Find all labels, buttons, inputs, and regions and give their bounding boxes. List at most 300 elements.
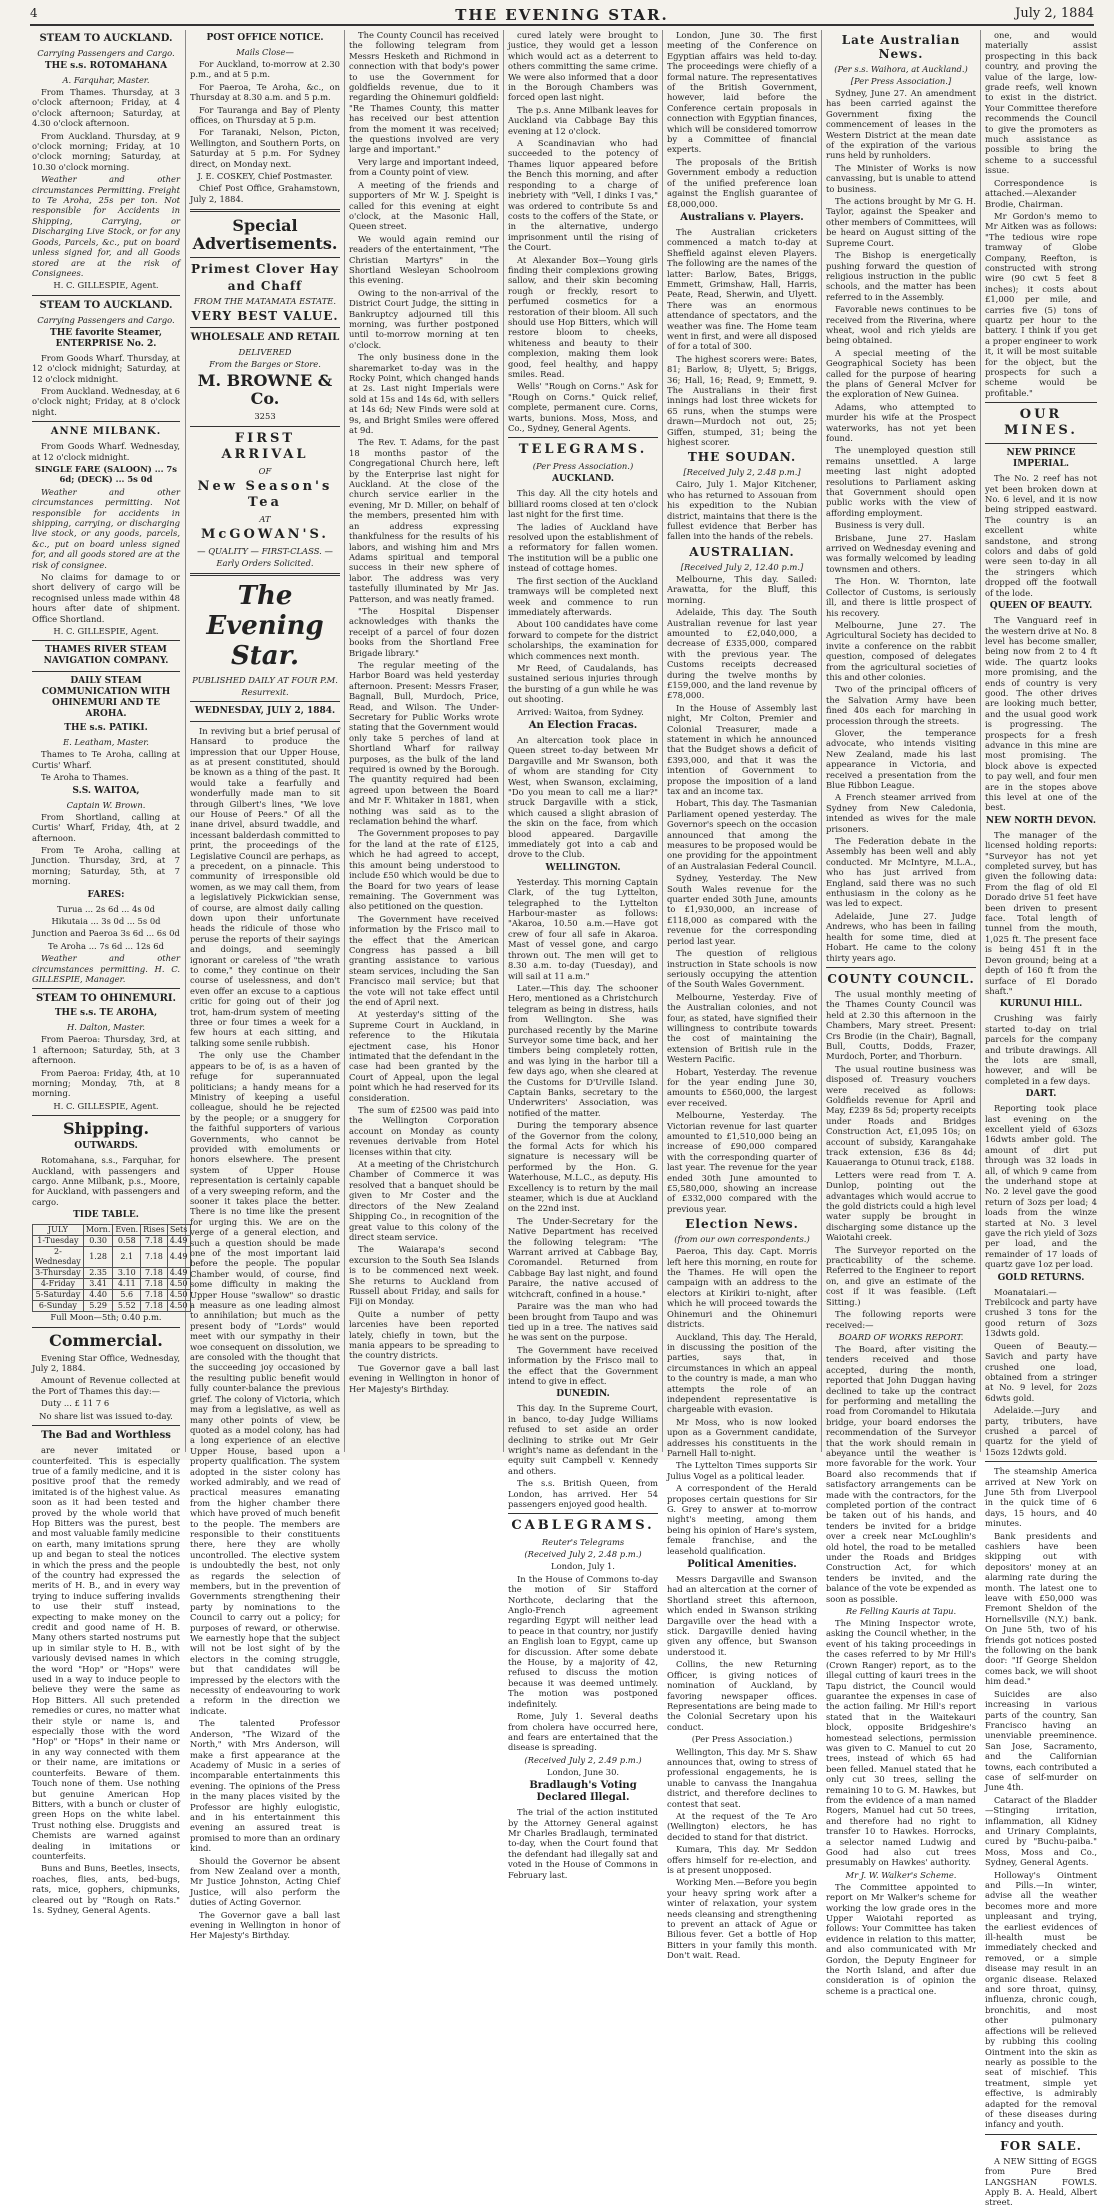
ship-name: S.S. WAITOA,: [72, 785, 140, 796]
column-divider: [344, 30, 345, 1452]
paragraph: Weather and other circumstances Permitting. Freight to Te Aroha, 25s per ton. Not responsible for Accidents in Shipping, Carrying, or Discharging Live Stock, or for any Goods, Parcels, &c., put on board unless signed for, and all Goods stored are at the risk of Consignees.: [32, 174, 180, 278]
paragraph: The Rev. T. Adams, for the past 18 months pastor of the Congregational Church here, left by the Enterprise last night for Auckland. At the close of the church service earlier in the evening, Mr D. Miller, on behalf of the members, presented him with an address expressing thankfulness for the results of his labors, and wishing him and Mrs Adams spiritual and temporal success in their new sphere of labor. The address was very tastefully illuminated by Mr Jas. Patterson, and was neatly framed.: [349, 437, 499, 604]
divider: [985, 443, 1097, 444]
table-cell: 5.52: [113, 1301, 141, 1312]
table-cell: 5.29: [83, 1301, 113, 1312]
paragraph: A correspondent of the Herald proposes certain questions for Sir G. Grey to answer at to-morrow night's meeting, among them being his opinion of Hare's system, female franchise, and the leasehold qualification.: [667, 1483, 817, 1556]
subheading: Carrying Passengers and Cargo.: [37, 48, 175, 58]
heading: STEAM TO OHINEMURI.: [35, 993, 177, 1005]
paragraph: Favorable news continues to be received from the Riverina, where wheat, wool and rich yields are being obtained.: [826, 304, 976, 346]
divider: [32, 1115, 180, 1116]
tide-heading: TIDE TABLE.: [73, 1210, 139, 1221]
paragraph: Cataract of the Bladder—Stinging irritation, inflammation, all Kidney and Urinary Complaints, cured by "Buchu-paiba." Moss, Moss and Co., Sydney, General Agents.: [985, 1794, 1097, 1868]
heading: ANNE MILBANK.: [50, 426, 162, 438]
subheading: Reuter's Telegrams: [541, 1537, 625, 1548]
table-row: [33, 1236, 191, 1247]
paragraph: The Vanguard reef in the western drive at No. 8 level has become smaller, being now from 2 to 4 ft wide. The quartz looks more promising, and the ends of country is very good. The other drives are looking much better, and the usual good work is progressing. The prospects for a fresh advance in this mine are most promising. The block above is expected to pay well, and four men are in the stopes above this level at one of the best.: [985, 615, 1097, 813]
divider: [32, 421, 180, 422]
paragraph: Sydney, June 27. An amendment has been carried against the Government fixing the commencement of leases in the Western District at the mean date of the expiration of the various runs held by runholders.: [826, 88, 976, 161]
table-cell: 2.35: [83, 1268, 113, 1279]
heading: The Bad and Worthless: [41, 1430, 171, 1442]
divider: [32, 1425, 180, 1426]
paragraph: Owing to the non-arrival of the District Court Judge, the sitting in Bankruptcy adjourned till this morning, was further postponed until to-morrow morning at ten o'clock.: [349, 287, 499, 350]
paragraph: Should the Governor be absent from New Zealand over a month, Mr Justice Johnston, Acting Chief Justice, will also perform the duties of Acting Governor.: [190, 1855, 340, 1908]
paragraph: Chief Post Office, Grahamstown, July 2, 1884.: [190, 183, 340, 204]
table-cell: 4.50: [167, 1301, 190, 1312]
paragraph: The Minister of Works is now canvassing, but is unable to attend to business.: [826, 162, 976, 194]
ad-line: — QUALITY — FIRST-CLASS. —: [197, 545, 333, 556]
paragraph: The Board, after visiting the tenders received and those accepted, during the month, reported that John Duggan having declined to take up the contract for performing and metalling the road from Coromandel to Hikutaia bridge, your board endorses the recommendation of the Surveyor that the work should remain in abeyance until the weather is more favorable for the work. Your Board also recommends that if satisfactory arrangements can be made with the contractors, for the completed portion of the contract be taken out of his hands, and tenders be invited for a bridge over a creek near McLoughlin's old hotel, the road to be metalled under the Roads and Bridges Construction Act, for which tenders be invited, and the balance of the vote be expended as soon as possible.: [826, 1343, 976, 1604]
paragraph: We would again remind our readers of the entertainment, "The Christian Martyrs" in the Shortland Wesleyan Schoolroom this evening.: [349, 233, 499, 286]
page-number: 4: [30, 6, 38, 20]
paragraph: The Committee appointed to report on Mr Walker's scheme for working the low grade ores in the Upper Waiotahi reported as follows: Your Committee has taken evidence in relation to this matter, and also communicated with Mr Gordon, the Deputy Engineer for the North Island, and after due consideration is of opinion the scheme is a practical one.: [826, 1881, 976, 1996]
paragraph: Collins, the new Returning Officer, is giving notices of nomination of Auckland, by favoring newspaper offices. Representations are being made to the Colonial Secretary upon his conduct.: [667, 1659, 817, 1732]
signature: J. E. COSKEY, Chief Postmaster.: [197, 171, 333, 182]
paragraph: No claims for damage to or short delivery of cargo will be recognised unless made within 48 hours after date of shipment. Office Shortland.: [32, 572, 180, 624]
paragraph: Very large and important indeed, from a County point of view.: [349, 156, 499, 178]
section-title: Shipping.: [62, 1119, 150, 1139]
ad-line: AT: [259, 513, 271, 524]
divider: [190, 721, 340, 722]
subheading: Resurrexit.: [241, 686, 289, 697]
divider: [508, 437, 658, 438]
ad-number: 3253: [254, 411, 276, 422]
ad-line: WHOLESALE AND RETAIL: [190, 332, 340, 344]
table-cell: 0.30: [83, 1236, 113, 1247]
dateline: London, June 30.: [546, 1766, 620, 1777]
column-advertisements: [190, 30, 340, 1941]
paragraph: The trial of the action instituted by the Attorney General against Mr Charles Bradlaugh, terminated to-day, when the Court found that the defendant had illegally sat and voted in the House of Commons in February last.: [508, 1807, 658, 1880]
ad-line: OF: [258, 465, 272, 476]
paragraph: The Under-Secretary for the Native Department has received the following telegram: "The Warrant arrived at Cabbage Bay, Coromandel. Returned from Cabbage Bay last night, and found Paraire, the native accused of witchcraft, confined in a house.": [508, 1215, 658, 1299]
table-cell: 4-Friday: [33, 1279, 84, 1290]
fare: SINGLE FARE (SALOON) ... 7s 6d; (DECK) ... 5s 0d: [35, 463, 177, 485]
paragraph: The only business done in the sharemarket to-day was in the Rocky Point, which changed hands at 2s. Last night Imperials were sold at 15s and 14s 6d, with sellers at 14s 6d; New Finds were sold at 9s, and Bright Smiles were offered at 9d.: [349, 352, 499, 436]
paragraph: The proposals of the British Government embody a reduction of the unified preference loan against the English guarantee of £8,000,000.: [667, 156, 817, 209]
paragraph: Arrived: Waitoa, from Sydney.: [517, 706, 644, 717]
paragraph: Messrs Dargaville and Swanson had an altercation at the corner of Shortland street this afternoon, which ended in Swanson striking Dargaville over the head with a stick. Dargaville denied having given any offence, but Swanson understood it.: [667, 1574, 817, 1657]
ad-line: McGOWAN'S.: [201, 526, 329, 542]
table-cell: 5.6: [113, 1290, 141, 1301]
table-cell: 2-Wednesday: [33, 1247, 84, 1268]
mine-name: NEW PRINCE IMPERIAL.: [1006, 448, 1076, 470]
mine-name: QUEEN OF BEAUTY.: [989, 601, 1093, 612]
master: H. Dalton, Master.: [66, 1022, 146, 1033]
signature: H. C. GILLESPIE, Agent.: [53, 1100, 159, 1111]
paragraph: Suicides are also increasing in various parts of the country, San Francisco having an unenviable preeminence. San Jose, Sacramento, and the Californian towns, each contributed a case of self-murder on June 4th.: [985, 1688, 1097, 1793]
paragraph: Brisbane, June 27. Haslam arrived on Wednesday evening and was formally welcomed by leading townsmen and others.: [826, 532, 976, 574]
paragraph: This day. In the Supreme Court, in banco, to-day Judge Williams refused to set aside an order declining to strike out Mr Geir wright's name as defendant in the equity suit Campbell v. Kennedy and others.: [508, 1403, 658, 1476]
masthead: [30, 6, 1094, 26]
paragraph: The Lyttelton Times supports Sir Julius Vogel as a political leader.: [667, 1460, 817, 1481]
paragraph: For Tauranga and Bay of Plenty offices, on Thursday at 5 p.m.: [190, 104, 340, 126]
ad-line: DELIVERED: [238, 347, 292, 358]
section-title: THE SOUDAN.: [687, 450, 797, 465]
paragraph: Reporting took place last evening on the excellent yield of 63ozs 16dwts amber gold. The amount of dirt put through was 32 loads in all, of which 9 came from the underhand stope at No. 2 level gave the good return of 3ozs per load; 4 loads from the winze started at No. 3 level gave the rich yield of 3ozs per load, and the remainder of 17 loads of quartz gave 1oz per load.: [985, 1103, 1097, 1270]
paragraph: The first section of the Auckland tramways will be completed next week and commence to run immediately afterwards.: [508, 575, 658, 617]
paragraph: The s.s. British Queen, from London, has arrived. Her 54 passengers enjoyed good health.: [508, 1478, 658, 1509]
paragraph: Duty ... £ 11 7 6: [41, 1398, 110, 1409]
divider: [32, 671, 180, 672]
ad-line: and Chaff: [227, 279, 303, 294]
master: Captain W. Brown.: [66, 799, 146, 810]
paragraph: Melbourne, June 27. The Agricultural Society has decided to invite a conference on the rabbit question, composed of delegates from the agricultural societies of this and other colonies.: [826, 619, 976, 682]
paragraph: Wellington, This day. Mr S. Shaw announces that, owing to stress of professional engagements, he is unable to canvass the Inangahua district, and therefore declines to contest that seat.: [667, 1746, 817, 1809]
paragraph: Paeroa, This day. Capt. Morris left here this morning, en route for the Thames. He will open the campaign with an address to the electors at Kirikiri to-night, after which he will proceed towards the Ohinemuri and the Ohinemuri districts.: [667, 1246, 817, 1330]
paragraph: Adelaide.—Jury and party, tributers, have crushed a parcel of quartz for the yield of 15ozs 12dwts gold.: [985, 1405, 1097, 1457]
paragraph: Hobart, This day. The Tasmanian Parliament opened yesterday. The Governor's speech on the occasion announced that among the measures to be proposed would be one providing for the appointment of an Australasian Federal Council.: [667, 798, 817, 871]
table-cell: 4.40: [83, 1290, 113, 1301]
paragraph: About 100 candidates have come forward to compete for the district scholarships, the examination for which commences next month.: [508, 619, 658, 661]
tide-table: [32, 1224, 191, 1312]
paragraph: "The Hospital Dispenser acknowledges with thanks the receipt of a parcel of four dozen books from the Shortland Free Brigade library.": [349, 605, 499, 658]
paragraph: Wells' "Rough on Corns." Ask for "Rough on Corns." Quick relief, complete, permanent cure. Corns, warts, bunions. Moss, Moss, and Co., Sydney, General Agents.: [508, 381, 658, 434]
table-cell: 3-Thursday: [33, 1268, 84, 1279]
paragraph: The talented Professor Anderson, "The Wizard of the North," with Mrs Anderson, will make a first appearance at the Academy of Music in a series of incomparable entertainments this evening. The opinions of the Press in the many places visited by the Professor are highly eulogistic, and in his entertainment this evening an assured treat is promised to more than an ordinary kind.: [190, 1718, 340, 1854]
divider: [190, 701, 340, 702]
table-cell: Morn.: [83, 1225, 113, 1236]
paragraph: Amount of Revenue collected at the Port of Thames this day:—: [32, 1375, 180, 1396]
paragraph: Kumara, This day. Mr Seddon offers himself for re-election, and is at present unopposed.: [667, 1844, 817, 1875]
paragraph: The Government proposes to pay for the land at the rate of £125, which he had agreed to accept, this amount being understood to include £50 which would be due to the Board for two years of lease remaining. The Government was also petitioned on the question.: [349, 828, 499, 912]
subheading: (Received July 2, 2.49 p.m.): [524, 1754, 642, 1765]
table-cell: 4.49: [167, 1247, 190, 1268]
paragraph: The question of religious instruction in State schools is now seriously occupying the attention of the South Wales Government.: [667, 948, 817, 990]
column-divider: [980, 30, 981, 1452]
divider: [508, 1513, 658, 1514]
paragraph: Two of the principal officers of the Salvation Army have been fined 40s each for marching in procession through the streets.: [826, 684, 976, 726]
signature: H. C. GILLESPIE, Agent.: [53, 280, 159, 291]
heading: Political Amenities.: [687, 1559, 797, 1571]
ad-line: VERY BEST VALUE.: [191, 309, 339, 324]
paragraph: The Federation debate in the Assembly has been well and ably conducted. Mr McIntyre, M.L.A., who has just arrived from England, said there was no such enthusiasm in the colony as he was led to expect.: [826, 836, 976, 909]
mine-name: KURUNUI HILL.: [999, 999, 1083, 1010]
paragraph: Yesterday. This morning Captain Clark, of the tug Lyttelton, telegraphed to the Lyttelton Harbour-master as follows: "Akaroa, 10.50 a.m.—Have got crew of four all safe in Akaroa. Mast of vessel gone, and cargo thrown out. The men will get to 8.30 a.m. to-day (Tuesday), and will sail at 11 a.m.": [508, 876, 658, 981]
paragraph: The regular meeting of the Harbor Board was held yesterday afternoon. Present: Messrs Fraser, Bagnall, Bull, Murdoch, Price, Read, and Wilson. The Under-Secretary for Public Works wrote stating that the Government would only take 5 perches of land at Shortland Wharf for railway purposes, as the bulk of the land required is owned by the Borough. The quantity required had been agreed upon between the Board and Mr F. Whitaker in 1881, when nothing was said as to the reclamation behind the wharf.: [349, 659, 499, 827]
ship-name: THE s.s. TE AROHA,: [54, 1008, 158, 1019]
column-divider: [821, 30, 822, 1452]
divider: [985, 2134, 1097, 2135]
divider: [985, 1461, 1097, 1462]
paragraph: Thames to Te Aroha, calling at Curtis' Wharf.: [32, 749, 180, 770]
paragraph: During the temporary absence of the Governor from the colony, the formal Acts for which his signature is necessary will be performed by the Hon. G. Waterhouse, M.L.C., as deputy. His Excellency is to return by the mail steamer, which is due at Auckland on the 22nd inst.: [508, 1120, 658, 1214]
paragraph: The highest scorers were: Bates, 81; Barlow, 8; Ulyett, 5; Briggs, 36; Hall, 16; Read, 9; Emmett, 9. The Australians in their first innings had lost three wickets for 65 runs, when the stumps were drawn—Murdoch not out, 25; Giffen, stumped, 31; being the highest scorer.: [667, 353, 817, 448]
subheading: Mr J. W. Walker's Scheme.: [845, 1869, 957, 1880]
ad-line: Early Orders Solicited.: [216, 557, 314, 568]
paragraph: are never imitated or counterfeited. This is especially true of a family medicine, and it is positive proof that the remedy imitated is of the highest value. As soon as it had been tested and proved by the whole world that Hop Bitters was the purest, best and most valuable family medicine on earth, many imitations sprung up and began to steal the notices in which the press and the people of the country had expressed the merits of H. B., and in every way trying to induce suffering invalids to use their stuff instead, expecting to make money on the credit and good name of H. B. Many others started nostrums put up in similar style to H. B., with variously devised names in which the word "Hop" or "Hops" were used in a way to induce people to believe they were the same as Hop Bitters. All such pretended remedies or cures, no matter what their style or name is, and especially those with the word "Hop" or "Hops" in their name or in any way connected with them or their name, are imitations or counterfeits. Beware of them. Touch none of them. Use nothing but genuine American Hop Bitters, with a bunch or cluster of green Hops on the white label. Trust nothing else. Druggists and Chemists are warned against dealing in imitations or counterfeits.: [32, 1445, 180, 1861]
paragraph: Correspondence is attached.—Alexander Brodie, Chairman.: [985, 177, 1097, 209]
paragraph: In the House of Assembly last night, Mr Colton, Premier and Colonial Treasurer, made a statement in which he announced that the Budget shows a deficit of £393,000, and that it was the intention of Government to propose the imposition of a land tax and an income tax.: [667, 702, 817, 796]
paragraph: Queen of Beauty.—Savich and party have crushed one load, obtained from a stringer at No. 9 level, for 2ozs 6dwts gold.: [985, 1340, 1097, 1403]
subheading: BOARD OF WORKS REPORT.: [838, 1331, 964, 1342]
paragraph: For Taranaki, Nelson, Picton, Wellington, and Southern Ports, on Saturday at 5 p.m. For Sydney direct, on Monday next.: [190, 127, 340, 169]
paragraph: At a meeting of the Christchurch Chamber of Commerce it was resolved that a banquet should be given to Mr Coster and the directors of the New Zealand Shipping Co., in recognition of the great value to this colony of the direct steam service.: [349, 1159, 499, 1242]
paragraph: one, and would materially assist prospecting in this back country, and proving the value of the large, low-grade reefs, well known to exist in the district. Your Committee therefore recommends the Council to give the promoters as much assistance as possible to bring the scheme to a successful issue.: [985, 30, 1097, 176]
fares-heading: FARES:: [87, 889, 125, 900]
table-cell: 5-Saturday: [33, 1290, 84, 1301]
paragraph: A meeting of the friends and supporters of Mr W. J. Speight is called for this evening at eight o'clock, at the Masonic Hall, Queen street.: [349, 179, 499, 232]
paragraph: The Mining Inspector wrote, asking the Council whether, in the event of his taking proceedings in the cases referred to by Mr Hill's (Crown Ranger) report, as to the illegal cutting of kauri trees in the Tapu district, the Council would guarantee the expenses in case of the action failing. Mr Hill's report stated that in the Waitekauri block, opposite Bridgeshire's homestead selections, permission was given to C. Manuel to cut 20 trees, instead of which 65 had been felled. Manuel stated that he only cut 30 trees, selling the remaining 10 to G. M. Hawkes, but from the evidence of a man named Rogers, Manuel had cut 50 trees, and therefore had no right to transfer 10 to Hawkes. Horrocks, a selector named Ludwig and Good had also cut trees presumably on Hawkes' authority.: [826, 1618, 976, 1868]
paragraph: Glover, the temperance advocate, who intends visiting New Zealand, made his last appearance in Victoria, and received a presentation from the Blue Ribbon League.: [826, 727, 976, 790]
dateline: DUNEDIN.: [556, 1389, 610, 1400]
dateline: WEDNESDAY, JULY 2, 1884.: [194, 705, 336, 716]
divider: [190, 257, 340, 258]
column-shipping: [32, 30, 188, 1915]
section-title: FOR SALE.: [1000, 2138, 1082, 2153]
issue-date: July 2, 1884: [1015, 6, 1094, 21]
paragraph: The actions brought by Mr G. H. Taylor, against the Speaker and other members of Committees, will be heard on August sitting of the Supreme Court.: [826, 196, 976, 248]
fare-row: Te Aroha ... 7s 6d ... 12s 6d: [48, 940, 164, 951]
subheading: [Received July 2, 12.40 p.m.]: [680, 561, 804, 572]
fare-row: Hikutaia ... 3s 0d ... 5s 0d: [51, 915, 161, 926]
heading: POST OFFICE NOTICE.: [206, 33, 324, 43]
table-cell: 7.18: [141, 1236, 168, 1247]
table-cell: 4.50: [167, 1279, 190, 1290]
table-cell: 7.18: [141, 1301, 168, 1312]
paragraph: From Auckland. Thursday, at 9 o'clock morning; Friday, at 10 o'clock morning; Saturday, at 10.30 o'clock morning.: [32, 130, 180, 172]
newspaper-title: THE EVENING STAR.: [455, 6, 669, 24]
table-cell: 4.49: [167, 1268, 190, 1279]
paragraph: Te Aroha to Thames.: [41, 772, 129, 783]
newspaper-nameplate: The Evening Star.: [206, 580, 324, 671]
table-cell: 4.50: [167, 1290, 190, 1301]
paragraph: Letters were read from T. A. Dunlop, pointing out the advantages which would accrue to the gold districts could a high level water supply be brought in discharging some distance up the Waiotahi creek.: [826, 1169, 976, 1243]
table-cell: Sets: [167, 1225, 190, 1236]
subheading: (Per Press Association.): [691, 1734, 793, 1745]
dateline: AUCKLAND.: [552, 474, 614, 485]
column-local-news: [349, 30, 499, 1452]
divider: [32, 295, 180, 296]
heading: STEAM TO AUCKLAND.: [39, 33, 173, 44]
table-cell: 3.41: [83, 1279, 113, 1290]
subheading: Carrying Passengers and Cargo.: [37, 314, 175, 325]
paragraph: Paraire was the man who had been brought from Taupo and was tied up in a tree. The natives said he was sent on the purpose.: [508, 1301, 658, 1343]
heading: An Election Fracas.: [528, 719, 638, 731]
paragraph: The p.s. Anne Milbank leaves for Auckland via Cabbage Bay this evening at 12 o'clock.: [508, 104, 658, 136]
table-row: [33, 1290, 191, 1301]
paragraph: The ladies of Auckland have resolved upon the establishment of a reformatory for fallen women. The institution will be a public one instead of cottage homes.: [508, 521, 658, 574]
table-cell: Even.: [113, 1225, 141, 1236]
section-title: CABLEGRAMS.: [511, 1518, 655, 1534]
divider: [32, 988, 180, 989]
paragraph: The Surveyor reported on the practicability of the scheme. Referred to the Engineer to report on, and give an estimate of the cost if it was feasible. (Left Sitting.): [826, 1244, 976, 1307]
section-title: Commercial.: [49, 1330, 163, 1350]
paragraph: From Goods Wharf. Thursday, at 12 o'clock midnight; Saturday, at 12 o'clock midnight.: [32, 352, 180, 384]
subheading: [Received July 2, 2.48 p.m.]: [683, 467, 801, 478]
table-row: [33, 1268, 191, 1279]
table-cell: 4.11: [113, 1279, 141, 1290]
paragraph: Mr Reed, of Caudalands, has sustained serious injuries through the bursting of a gun while he was out shooting.: [508, 662, 658, 705]
paragraph: Melbourne, Yesterday. Five of the Australian colonies, and not four, as stated, have signified their willingness to contribute towards the cost of maintaining the extension of British rule in the Western Pacific.: [667, 991, 817, 1065]
column-telegrams: [508, 30, 658, 1880]
paragraph: The Government have received information by the Frisco mail to the effect that the American Congress has passed a bill granting assistance to various steam services, including the San Francisco mail service; but that the vote will not take effect until the end of April next.: [349, 913, 499, 1007]
paragraph: Cairo, July 1. Major Kitchener, who has returned to Assouan from his expedition to the Nubian district, maintains that there is the fullest evidence that Berber has fallen into the hands of the rebels.: [667, 479, 817, 542]
paragraph: The usual monthly meeting of the Thames County Council was held at 2.30 this afternoon in the Chambers, Mary street. Present: Crs Brodie (in the Chair), Bagnall, Bull, Coutts, Dodds, Frazer, Murdoch, Porter, and Thorburn.: [826, 988, 976, 1062]
paragraph: The Waiarapa's second excursion to the South Sea Islands is to be commenced next week. She returns to Auckland from Russell about Friday, and sails for Fiji on Monday.: [349, 1244, 499, 1307]
paragraph: Bank presidents and cashiers have been skipping out with depositors' money at an alarming rate during the month. The latest one to leave with £50,000 was Fremont Sheldon of the Hornellsville (N.Y.) bank. On June 5th, two of his friends got notices posted the following on the bank door: "If George Sheldon comes back, we will shoot him dead.": [985, 1530, 1097, 1687]
paragraph: The Hon. W. Thornton, late Collector of Customs, is seriously ill, and there is little prospect of his recovery.: [826, 576, 976, 618]
paragraph: Tue Governor gave a ball last evening in Wellington in honor of Her Majesty's Birthday.: [349, 1362, 499, 1394]
subheading: Mails Close—: [236, 47, 294, 57]
master: A. Farquhar, Master.: [62, 75, 150, 85]
paragraph: Mr Moss, who is now looked upon as a Government candidate, addresses his constituents in the Parnell Hall to-night.: [667, 1416, 817, 1458]
divider: [32, 640, 180, 641]
paragraph: At Alexander Box—Young girls finding their complexions growing sallow, and their skin becoming rough or freckly, resort to perfumed cosmetics for a restoration of their bloom. All such should use Hop Bitters, which will restore bloom to cheeks, whiteness and beauty to their complexion, making them look good, feel healthy, and happy smiles. Read.: [508, 254, 658, 379]
paragraph: For Paeroa, Te Aroha, &c., on Thursday at 8.30 a.m. and 5 p.m.: [190, 81, 340, 103]
section-title: AUSTRALIAN.: [689, 544, 795, 559]
paragraph: Hobart, Yesterday. The revenue for the year ending June 30, amounts to £560,000, the largest ever received.: [667, 1066, 817, 1108]
section-title: COUNTY COUNCIL.: [827, 971, 975, 986]
paragraph: Rome, July 1. Several deaths from cholera have occurred here, and fears are entertained that the disease is spreading.: [508, 1711, 658, 1753]
table-row: [33, 1301, 191, 1312]
paragraph: From Te Aroha, calling at Junction. Thursday, 3rd, at 7 morning; Saturday, 5th, at 7 morning.: [32, 844, 180, 887]
paragraph: At the request of the Te Aro (Wellington) electors, he has decided to stand for that district.: [667, 1810, 817, 1842]
subheading: (Received July 2, 2.48 p.m.): [524, 1549, 642, 1560]
paragraph: Later.—This day. The schooner Hero, mentioned as a Christchurch telegram as being in distress, hails from Wellington. She was purchased recently by the Marine Surveyor some time back, and her timbers being completely rotten, and was lying in the harbor till a few days ago, when she cleared at the Customs for D'Urville Island. Captain Banks, secretary to the Underwriters' Association, was notified of the matter.: [508, 982, 658, 1118]
paragraph: The unemployed question still remains unsettled. A large meeting last night adopted resolutions to Parliament asking that Government should open public works with the view of affording employment.: [826, 445, 976, 518]
paragraph: Rotomahana, s.s., Farquhar, for Auckland, with passengers and cargo. Anne Milbank, p.s., Moore, for Auckland, with passengers and cargo.: [32, 1155, 180, 1207]
fare-row: Turua ... 2s 6d ... 4s 0d: [57, 903, 155, 914]
divider: [190, 327, 340, 328]
column-cable-news: [667, 30, 817, 1961]
master: E. Leatham, Master.: [63, 737, 149, 748]
divider: [32, 1327, 180, 1328]
paragraph: From Paeroa: Thursday, 3rd, at 1 afternoon; Saturday, 5th, at 3 afternoon.: [32, 1034, 180, 1066]
ad-line: FROM THE MATAMATA ESTATE.: [193, 296, 337, 307]
paragraph: Weather and other circumstances permitting. Not responsible for accidents in shipping, carrying, or discharging live stock, or any goods, parcels, &c., put on board unless signed for, and all goods stored are at the risk of consignee.: [32, 486, 180, 570]
table-cell: Rises: [141, 1225, 168, 1236]
divider: [826, 967, 976, 968]
mine-name: DART.: [1025, 1089, 1057, 1100]
table-cell: 7.18: [141, 1247, 168, 1268]
heading: DAILY STEAM COMMUNICATION WITH OHINEMURI AND TE AROHA.: [41, 676, 171, 720]
paragraph: Adelaide, This day. The South Australian revenue for last year amounted to £2,040,000, a decrease of £335,000, compared with the previous year. The Customs receipts decreased during the twelve months by £159,000, and the land revenue by £78,000.: [667, 607, 817, 701]
paragraph: Adelaide, June 27. Judge Andrews, who has been in failing health for some time, died at Hobart. He came to the colony thirty years ago.: [826, 910, 976, 963]
paragraph: The sum of £2500 was paid into the Wellington Corporation account on Monday as county revenues derivable from Hotel licenses within that city.: [349, 1105, 499, 1157]
heading: Bradlaugh's Voting Declared Illegal.: [529, 1780, 637, 1804]
paragraph: From Goods Wharf. Wednesday, at 12 o'clock midnight.: [32, 441, 180, 462]
dateline: WELLINGTON.: [545, 862, 621, 873]
paragraph: Weather and other circumstances permitting. H. C. GILLESPIE, Manager.: [32, 953, 180, 984]
paragraph: The following reports were received:—: [826, 1309, 976, 1330]
paragraph: cured lately were brought to justice, they would get a lesson which would act as a deterrent to others committing the same crime. We were also informed that a door in the Borough Chambers was forced open last night.: [508, 30, 658, 103]
table-cell: 1.28: [83, 1247, 113, 1268]
subheading: [Per Press Association.]: [850, 76, 952, 86]
table-cell: 4.49: [167, 1236, 190, 1247]
paragraph: For Auckland, to-morrow at 2.30 p.m., and at 5 p.m.: [190, 59, 340, 80]
paragraph: The Governor gave a ball last evening in Wellington in honor of Her Majesty's Birthday.: [190, 1909, 340, 1941]
paragraph: The Bishop is energetically pushing forward the question of religious instruction in the public schools, and the matter has been referred to in the Assembly.: [826, 250, 976, 302]
paragraph: Crushing was fairly started to-day on trial parcels for the company and tribute drawings. All the lots are small, however, and will be completed in a few days.: [985, 1013, 1097, 1086]
ad-line: M. BROWNE & Co.: [197, 371, 333, 409]
paragraph: The Australian cricketers commenced a match to-day at Sheffield against eleven Players. The following are the names of the latter: Barlow, Bates, Briggs, Emmett, Grimshaw, Hall, Harris, Peate, Read, Sherwin, and Ulyett. There was an enormous attendance of spectators, and the weather was fine. The Home team went in first, and were all disposed of for a total of 300.: [667, 226, 817, 352]
heading: THAMES RIVER STEAM NAVIGATION COMPANY.: [43, 645, 169, 667]
divider: [190, 209, 340, 212]
table-cell: 7.18: [141, 1268, 168, 1279]
section-title: Election News.: [685, 1217, 799, 1232]
table-row: [33, 1279, 191, 1290]
subheading: OUTWARDS.: [74, 1141, 138, 1152]
ad-line: FIRST ARRIVAL: [221, 430, 309, 462]
paragraph: A NEW Sitting of EGGS from Pure Bred LANGSHAN FOWLS. Apply B. A. Heald, Albert street.: [985, 2155, 1097, 2208]
paragraph: Moanataiari.—Trebilcock and party have crushed 3 tons for the good return of 3ozs 13dwts gold.: [985, 1286, 1097, 1339]
subheading: Re Felling Kauris at Tapu.: [845, 1606, 957, 1617]
tide-footnote: Full Moon—5th; 0.40 p.m.: [50, 1312, 162, 1323]
paragraph: Auckland, This day. The Herald, in discussing the position of the parties, says that, in circumstances in which an appeal to the country is made, a man who attempts the role of an independent representative is chargeable with evasion.: [667, 1331, 817, 1415]
divider: [190, 573, 340, 576]
section-title: OUR MINES.: [1004, 407, 1078, 439]
paragraph: London, June 30. The first meeting of the Conference on Egyptian affairs was held to-day. The proceedings were chiefly of a formal nature. The representatives of the British Government, however, laid before the Conference certain proposals in connection with Egyptian finances, which will be considered tomorrow by a Committee of financial experts.: [667, 30, 817, 155]
table-header-row: [33, 1225, 191, 1236]
paragraph: A Scandinavian who had succeeded to the potency of Thames liquor appeared before the Bench this morning, and after responding to a charge of inebriety with "Vell, I dinks I vas," was ordered to contribute 5s and costs to the coffers of the State, or in the alternative, undergo imprisonment until the rising of the Court.: [508, 138, 658, 253]
subheading: (Per s.s. Waihora, at Auckland.): [834, 64, 968, 74]
signature: H. C. GILLESPIE, Agent.: [53, 626, 159, 637]
paragraph: A special meeting of the Geographical Society has been called for the purpose of hearing the plans of General McIver for the exploration of New Guinea.: [826, 347, 976, 400]
table-cell: 3.10: [113, 1268, 141, 1279]
paragraph: The manager of the licensed holding reports: "Surveyor has not yet completed survey, but has given the following data: From the flag of old El Dorado drive 51 feet have been driven to present face. Total length of tunnel from the mouth, 1,025 ft. The present face is being 451 ft in the Devon ground; being at a depth of 160 ft from the surface of El Dorado shaft.": [985, 829, 1097, 996]
paragraph: The steamship America arrived at New York on June 5th from Liverpool in the quick time of 6 days, 15 hours, and 40 minutes.: [985, 1466, 1097, 1529]
paragraph: The usual routine business was disposed of. Treasury vouchers were received as follows: Goldfields revenue for April and May, £239 8s 5d; property receipts under Roads and Bridges Construction Act, £1,095 10s; on account of subsidy, Karangahake track extension, £36 8s 4d; Kauaeranga to Otunui track, £188.: [826, 1063, 976, 1168]
table-cell: 1-Tuesday: [33, 1236, 84, 1247]
paragraph: No share list was issued to-day.: [39, 1410, 173, 1421]
paragraph: An altercation took place in Queen street to-day between Mr Dargaville and Mr Swanson, both of whom are standing for City West, when Swanson, exclaiming, "Do you mean to call me a liar?" struck Dargaville with a stick, which caused a slight abrasion of the skin on the face, from which blood appeared. Dargaville immediately got into a cab and drove to the Club.: [508, 734, 658, 860]
heading: GOLD RETURNS.: [997, 1272, 1085, 1283]
ship-name: THE s.s. ROTOMAHANA: [44, 61, 168, 71]
paragraph: Quite a number of petty larcenies have been reported lately, chiefly in town, but the mania appears to be spreading to the country districts.: [349, 1308, 499, 1361]
paragraph: Evening Star Office, Wednesday, July 2, 1884.: [32, 1352, 180, 1374]
section-title: Late Australian News.: [841, 33, 961, 61]
section-title: Special Advertisements.: [192, 216, 338, 254]
paragraph: In the House of Commons to-day the motion of Sir Stafford Northcote, declaring that the Anglo-French agreement regarding Egypt will neither lead to peace in that country, nor justify an English loan to Egypt, came up for discussion. After some debate the House, by a majority of 42, refused to discuss the motion because it was deemed untimely. The motion was postponed indefinitely.: [508, 1573, 658, 1709]
divider: [985, 402, 1097, 403]
paragraph: Adams, who attempted to murder his wife at the Prospect waterworks, has not yet been found.: [826, 401, 976, 443]
ad-line: New Season's Tea: [197, 478, 333, 510]
paragraph: Buns and Buns, Beetles, insects, roaches, flies, ants, bed-bugs, rats, mice, gophers, chipmunks, cleared out by "Rough on Rats." 1s. Sydney, General Agents.: [32, 1863, 180, 1915]
paragraph: Sydney, Yesterday. The New South Wales revenue for the quarter ended 30th June, amounts to £1,930,000, an increase of £118,000 as compared with the revenue for the corresponding period last year.: [667, 873, 817, 946]
column-divider: [662, 30, 663, 1452]
heading: STEAM TO AUCKLAND.: [39, 299, 173, 311]
paragraph: From Shortland, calling at Curtis' Wharf, Friday, 4th, at 2 afternoon.: [32, 811, 180, 843]
heading: Australians v. Players.: [680, 211, 804, 223]
paragraph: The only use the Chamber appears to be of, is as a haven of refuge for superannuated politicians; a handy means for a Ministry of keeping a useful colleague, should he be rejected by the people; or a snuggery for the faithful supporters of various Governments, who cannot be provided with emoluments or honors elsewhere. The present system of Upper House representation is certainly capable of a very sweeping reform, and the sooner it takes place the better. There is no time like the present for urging this. We are on the verge of a general election, and such a question should be made one of the most important laid before the people. The popular Chamber would, of course, find some difficulty in making the Upper House "swallow" so drastic a measure as one leading almost to annihilation; but much as the present body of "Lords" would meet with our sympathy in their woe consequent on dissolution, we are consoled with the thought that the succeeding joy occasioned by the resulting public benefit would fully counter-balance the previous grief. The colony of Victoria, which may from a legislative, as well as many other points of view, be quoted as a model colony, has had a long experience of an elective Upper House, based upon a property qualification. The system adopted in the sister colony has worked admirably, and we read of practical measures emanating from the higher chamber there which have proved of much benefit to the people. The members are responsible to their constituents there, here they are wholly uncontrolled. The elective system is undoubtedly the best, not only as regards the selection of members, but in the prevention of Governments strengthening their party by nominations to the Council to carry out a policy; for purposes of reward, or otherwise. We earnestly hope that the subject will not be lost sight of by the electors in the coming struggle, but that candidates will be impressed by the electors with the necessity of endeavouring to work a reform in the direction we indicate.: [190, 1050, 340, 1716]
column-divider: [503, 30, 504, 1452]
subheading: (from our own correspondents.): [674, 1234, 810, 1245]
column-mines: [985, 30, 1097, 2208]
table-row: [33, 1247, 191, 1268]
divider: [190, 426, 340, 427]
paragraph: This day. All the city hotels and billiard rooms closed at ten o'clock last night for the first time.: [508, 488, 658, 520]
table-cell: 7.18: [141, 1279, 168, 1290]
subheading: (Per Press Association.): [532, 461, 634, 472]
paragraph: The No. 2 reef has not yet been broken down at No. 6 level, and it is now being stripped eastward. The country is an excellent white sandstone, and strong colors and dabs of gold were seen to-day in all the stringers which dropped off the footwall of the lode.: [985, 473, 1097, 598]
section-title: TELEGRAMS.: [518, 442, 648, 458]
ship-name: THE s.s. PATIKI.: [64, 723, 148, 734]
table-cell: 7.18: [141, 1290, 168, 1301]
paragraph: From Auckland. Wednesday, at 6 o'clock night; Friday, at 8 o'clock night.: [32, 385, 180, 417]
paragraph: The Government have received information by the Frisco mail to the effect that the Government intend to give in effect.: [508, 1344, 658, 1386]
mine-name: NEW NORTH DEVON.: [985, 815, 1097, 826]
paragraph: Holloway's Ointment and Pills.—In winter, advise all the weather becomes more and more unpleasant and trying, the earliest evidences of ill-health must be immediately checked and removed, or a simple disease may result in an organic disease. Relaxed and sore throat, quinsy, influenza, chronic cough, bronchitis, and most other pulmonary affections will be relieved by rubbing this cooling Ointment into the skin as nearly as possible to the seat of mischief. This treatment, simple yet effective, is admirably adapted for the removal of these diseases during infancy and youth.: [985, 1869, 1097, 2130]
ship-name: THE favorite Steamer, ENTERPRISE No. 2.: [50, 327, 162, 349]
table-cell: 2.1: [113, 1247, 141, 1268]
table-cell: JULY: [33, 1225, 84, 1236]
dateline: London, July 1.: [551, 1561, 615, 1572]
subheading: PUBLISHED DAILY AT FOUR P.M.: [192, 674, 338, 685]
ad-line: From the Barges or Store.: [209, 359, 321, 370]
paragraph: A French steamer arrived from Sydney from New Caledonia, intended as wives for the male prisoners.: [826, 792, 976, 834]
paragraph: At yesterday's sitting of the Supreme Court in Auckland, in reference to the Hikutaia ejectment case, his Honor intimated that the defendant in the case had been granted by the Court of Appeal, upon the legal point which he had reserved for its consideration.: [349, 1009, 499, 1103]
paragraph: Business is very dull.: [835, 520, 925, 531]
